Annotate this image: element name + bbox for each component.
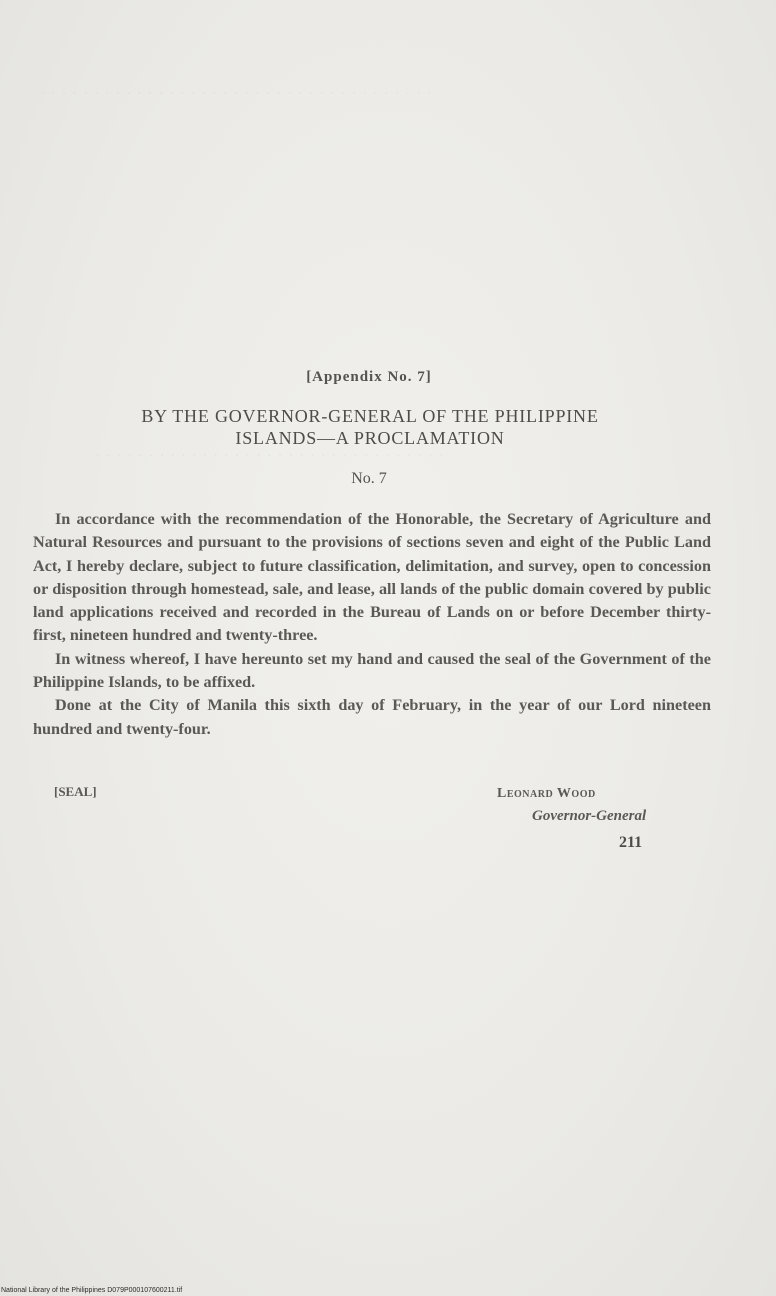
heading-line: BY THE GOVERNOR-GENERAL OF THE PHILIPPINE: [141, 406, 599, 426]
paragraph: Done at the City of Manila this sixth day of February, in the year of our Lord nineteen hundred and twenty-four.: [33, 696, 711, 738]
proclamation-number: No. 7: [351, 470, 387, 487]
bleed-through-text: [40, 86, 433, 103]
paragraph: In accordance with the recommendation of the Honorable, the Secretary of Agriculture and Natural Resources and pursuant to the provisions of sections seven and eight of the Public Land Act, I hereby declare, subject to future classification, delimitation, and survey, open to concession or disposition through homestead, sale, and lease, all lands of the public domain covered by public land applications received and recorded in the Bureau of Lands on or before December thirty-first, nineteen hundred and twenty-three.: [33, 510, 711, 645]
seal-mark: [SEAL]: [54, 784, 97, 799]
heading-line: ISLANDS—A PROCLAMATION: [235, 428, 505, 448]
archive-footer: National Library of the Philippines D079P000107600211.tif: [1, 1287, 183, 1294]
page-number: 211: [619, 834, 643, 851]
proclamation-heading: [70, 405, 670, 449]
paragraph: In witness whereof, I have hereunto set my hand and caused the seal of the Government of the Philippine Islands, to be affixed.: [33, 649, 711, 692]
proclamation-body: [33, 508, 711, 741]
appendix-label: [Appendix No. 7]: [306, 369, 432, 385]
signer-name: Leonard Wood: [497, 786, 596, 801]
signer-title: Governor-General: [532, 808, 647, 824]
bleed-through-text: [95, 448, 445, 465]
